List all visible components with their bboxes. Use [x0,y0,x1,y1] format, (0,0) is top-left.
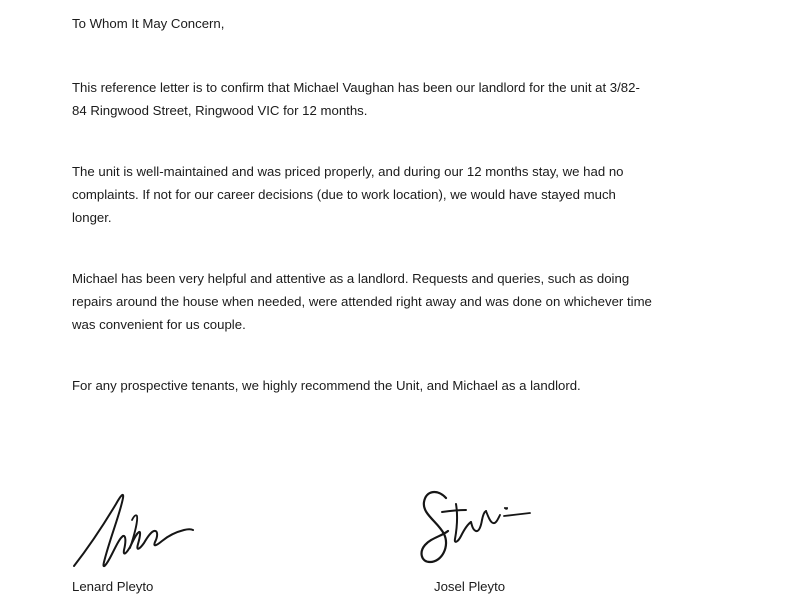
josel-signature-image [408,482,548,576]
paragraph-3-line-2: repairs around the house when needed, were attended right away and was done on whichever time [72,294,652,309]
paragraph-1-line-1: This reference letter is to confirm that Michael Vaughan has been our landlord for the unit at 3/82- [72,80,640,95]
lenard-signature-image [60,480,200,576]
paragraph-1-line-2: 84 Ringwood Street, Ringwood VIC for 12 months. [72,103,368,118]
salutation: To Whom It May Concern, [72,16,225,31]
paragraph-3-line-3: was convenient for us couple. [72,317,246,332]
paragraph-2-line-3: longer. [72,210,112,225]
closing-paragraph: For any prospective tenants, we highly recommend the Unit, and Michael as a landlord. [72,378,581,393]
signatory-name-josel: Josel Pleyto [434,579,506,594]
paragraph-2-line-1: The unit is well-maintained and was priced properly, and during our 12 months stay, we had no [72,164,624,179]
paragraph-2-line-2: complaints. If not for our career decisions (due to work location), we would have stayed much [72,187,616,202]
signatory-name-lenard: Lenard Pleyto [72,579,154,594]
paragraph-3-line-1: Michael has been very helpful and attentive as a landlord. Requests and queries, such as doing [72,271,630,286]
